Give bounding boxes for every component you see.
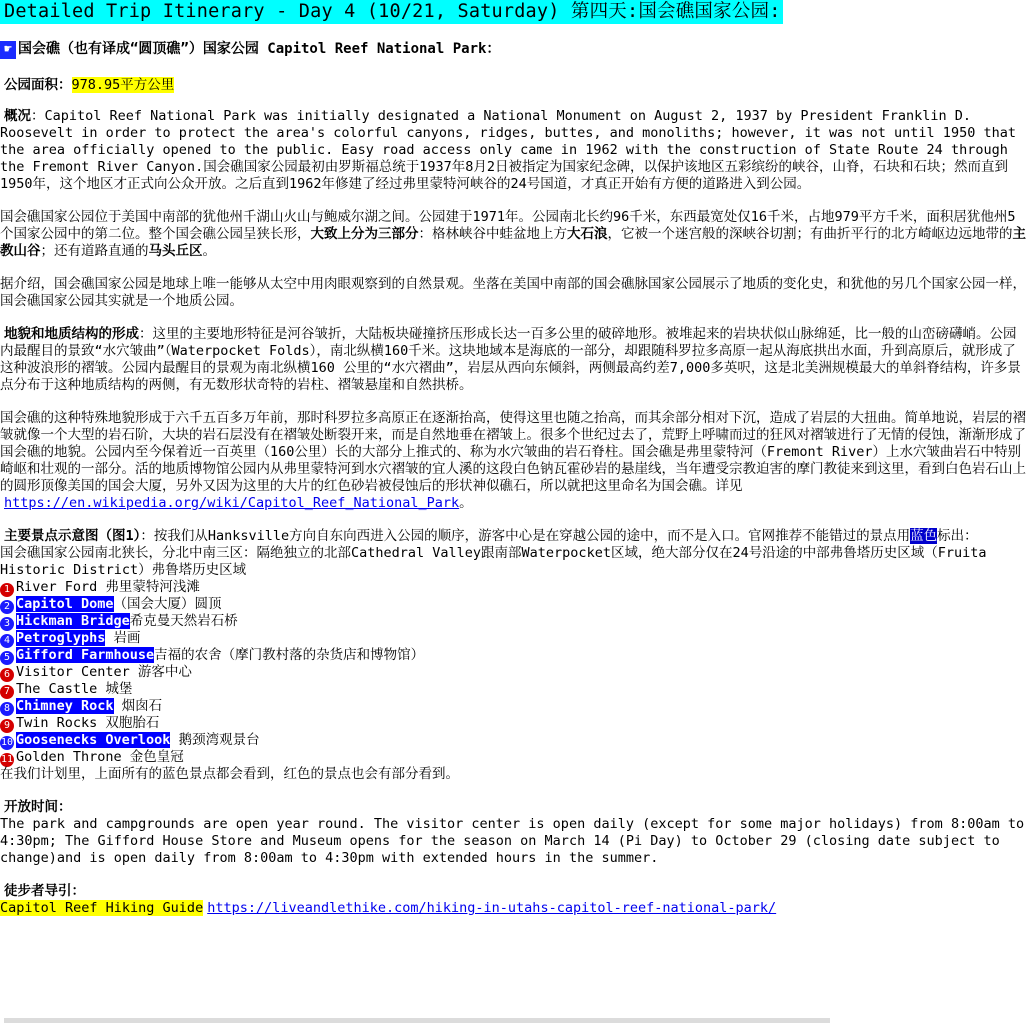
spot-chinese-name: 烟囱石 (113, 698, 163, 714)
overview-text: ：Capitol Reef National Park was initially designated a National Monument on August 2, 1937 by President Franklin D. Roosevelt in order to protect the area's colorful canyons, ridges, buttes, and monoliths; however, it was not until 1950 that the area officially opened to the public. Easy road access only came in 1962 with the construction of State Route 24 through the Fremont River Canyon.国会礁国家公园最初由罗斯福总统于1937年8月2日被指定为国家纪念碑，以保护该地区五彩缤纷的峡谷，山脊，石块和石块；然而直到1950年，这个地区才正式向公众开放。之后直到1962年修建了经过弗里蒙特河峡谷的24号国道，才真正开始有方便的道路进入到公园。 (0, 108, 1016, 192)
spot-item (0, 681, 1028, 698)
spot-number-icon: 3 (0, 617, 14, 631)
hiking-section (0, 883, 1028, 917)
spot-number-icon: 9 (0, 719, 14, 733)
spot-item (0, 698, 1028, 715)
spot-english-name: River Ford (16, 579, 98, 595)
park-heading (0, 40, 1028, 59)
geology-paragraph (0, 326, 1028, 394)
hiking-guide-label: Capitol Reef Hiking Guide (0, 900, 204, 916)
park-area (4, 77, 1028, 94)
hours-label: 开放时间： (4, 799, 72, 815)
location-text: ，它被一个迷宫般的深峡谷切割；有曲折平行的北方崎岖边远地带的 (607, 226, 1013, 242)
hiking-guide-link[interactable]: https://liveandlethike.com/hiking-in-utahs-capitol-reef-national-park/ (207, 900, 777, 916)
history-paragraph (0, 410, 1028, 512)
spot-number-icon: 4 (0, 634, 14, 648)
pointing-hand-icon: ☛ (0, 41, 16, 59)
location-bold-three-parts: 大致上分为三部分 (310, 226, 419, 242)
spot-number-icon: 10 (0, 737, 14, 748)
spot-list (0, 579, 1028, 766)
spot-english-name: Visitor Center (16, 664, 130, 680)
spots-regions: 国会礁国家公园南北狭长，分北中南三区：隔绝独立的北部Cathedral Valley跟南部Waterpocket区域，绝大部分仅在24号沿途的中部弗鲁塔历史区域（Fruita Historic District）弗鲁塔历史区域 (0, 545, 987, 578)
spots-note: 在我们计划里，上面所有的蓝色景点都会看到，红色的景点也会有部分看到。 (0, 766, 459, 782)
history-text: 国会礁的这种特殊地貌形成于六千五百多万年前，那时科罗拉多高原正在逐渐抬高，使得这里也随之抬高，而其余部分相对下沉，造成了岩层的大扭曲。简单地说，岩层的褶皱就像一个大型的岩石阶，大块的岩石层没有在褶皱处断裂开来，而是自然地垂在褶皱上。很多个世纪过去了，荒野上呼啸而过的狂风对褶皱进行了无情的侵蚀，渐渐形成了国会礁的地貌。公园内至今保着近一百英里（160公里）长的大部分上推式的、称为水穴皱曲的岩石脊柱。国会礁是弗里蒙特河（Fremont River）上水穴皱曲岩石中特别崎岖和壮观的一部分。活的地质博物馆公园内从弗里蒙特河到水穴褶皱的宜人溪的这段白色钠瓦霍砂岩的悬崖线，当年遭受宗教迫害的摩门教徒来到这里，看到白色岩石山上的圆形顶像美国的国会大厦，另外又因为这里的大片的红色砂岩被侵蚀后的形状神似礁石，所以就把这里命名为国会礁。详见 (0, 410, 1026, 494)
location-text: 国会礁国家公园位于美国中南部的犹他州千湖山火山与鲍威尔湖之间。公园建于1971年。公园南北长约96千米，东西最宽处仅16千米，占地979平方千米，面积居犹他州5个国家公园中的第二位。整个国会礁公园呈狭长形， (0, 209, 1016, 242)
spot-chinese-name: 岩画 (105, 630, 141, 646)
spot-number-icon: 6 (0, 668, 14, 682)
park-heading-text: 国会礁（也有译成“圆顶礁”）国家公园 Capitol Reef National Park： (18, 41, 501, 57)
spot-english-name: Golden Throne (16, 749, 122, 765)
spots-section (0, 528, 1028, 783)
spot-item (0, 647, 1028, 664)
hiking-line (0, 900, 1028, 917)
spot-chinese-name: 游客中心 (129, 664, 192, 680)
spot-item (0, 732, 1028, 749)
page-title: Detailed Trip Itinerary - Day 4 (10/21, Saturday) 第四天:国会礁国家公园: (0, 0, 783, 24)
spot-chinese-name: 吉福的农舍（摩门教村落的杂货店和博物馆） (154, 647, 425, 663)
spot-number-icon: 5 (0, 651, 14, 665)
hours-text: The park and campgrounds are open year round. The visitor center is open daily (except for some major holidays) from 8:00am to 4:30pm; The Gifford House Store and Museum opens for the season on March 14 (Pi Day) to October 29 (closing date subject to change)and is open daily from 8:00am to 4:30pm with extended hours in the summer. (0, 816, 1025, 866)
spot-number-icon: 8 (0, 702, 14, 716)
blue-word: 蓝色 (910, 528, 938, 544)
spot-english-name: Petroglyphs (16, 630, 106, 646)
overview-label: 概况 (4, 108, 31, 124)
geology-text: ：这里的主要地形特征是河谷皱折，大陆板块碰撞挤压形成长达一百多公里的破碎地形。被堆起来的岩块状似山脉绵延，比一般的山峦磅礴峭。公园内最醒目的景致“水穴皱曲”（Waterpocket Folds），南北纵横160千米。这块地域本是海底的一部分，却跟随科罗拉多高原一起从海底拱出水面，升到高原后，就形成了这种波浪形的褶皱。公园内最醒目的景观为南北纵横160 公里的“水穴褶曲”，岩层从西向东倾斜，两侧最高约差7,000多英呎，这是北美洲规模最大的单斜脊结构，许多景点分布于这种地质结构的两侧，有无数形状奇特的岩柱、褶皱悬崖和自然拱桥。 (0, 326, 1021, 393)
location-text: ：格林峡谷中蛙盆地上方 (418, 226, 567, 242)
spot-chinese-name: 金色皇冠 (121, 749, 184, 765)
spot-english-name: The Castle (16, 681, 98, 697)
intro-paragraph: 据介绍，国会礁国家公园是地球上唯一能够从太空中用肉眼观察到的自然景观。坐落在美国中南部的国会礁脉国家公园展示了地质的变化史，和犹他的另几个国家公园一样，国会礁国家公园其实就是一个地质公园。 (0, 276, 1026, 309)
wikipedia-link[interactable]: https://en.wikipedia.org/wiki/Capitol_Reef_National_Park (4, 495, 460, 511)
spot-item (0, 579, 1028, 596)
spots-text: ：按我们从Hanksville方向自东向西进入公园的顺序，游客中心是在穿越公园的途中，而不是入口。官网推荐不能错过的景点用 (140, 528, 911, 544)
overview-paragraph (0, 108, 1028, 193)
spots-intro (0, 528, 1028, 545)
location-text: 。 (202, 243, 216, 259)
spot-number-icon: 2 (0, 600, 14, 614)
location-bold-horse-head: 马头丘区 (148, 243, 203, 259)
spot-english-name: Twin Rocks (16, 715, 98, 731)
spot-number-icon: 1 (0, 583, 14, 597)
spot-chinese-name: 希克曼天然岩石桥 (129, 613, 238, 629)
spot-english-name: Goosenecks Overlook (16, 732, 171, 748)
spot-item (0, 715, 1028, 732)
park-area-value: 978.95平方公里 (71, 77, 175, 93)
spot-english-name: Chimney Rock (16, 698, 114, 714)
spot-chinese-name: 鹅颈湾观景台 (170, 732, 260, 748)
spot-english-name: Gifford Farmhouse (16, 647, 155, 663)
spot-number-icon: 7 (0, 685, 14, 699)
hiking-label: 徒步者导引： (4, 883, 85, 899)
horizontal-scrollbar[interactable] (4, 1018, 830, 1023)
spot-english-name: Capitol Dome (16, 596, 114, 612)
spot-chinese-name: （国会大厦）圆顶 (113, 596, 222, 612)
spot-chinese-name: 弗里蒙特河浅滩 (97, 579, 200, 595)
spots-label: 主要景点示意图（图1） (4, 528, 141, 544)
geology-label: 地貌和地质结构的形成 (4, 326, 139, 342)
location-bold-rock-wave: 大石浪 (567, 226, 608, 242)
spots-text: 标出： (937, 528, 978, 544)
location-text: ；还有道路直通的 (40, 243, 149, 259)
spot-chinese-name: 双胞胎石 (97, 715, 160, 731)
spot-chinese-name: 城堡 (97, 681, 133, 697)
park-area-label: 公园面积： (4, 77, 72, 93)
location-paragraph (0, 209, 1028, 260)
spot-item (0, 596, 1028, 613)
spot-item (0, 613, 1028, 630)
location-bold-bishop-valley: 主教山谷 (0, 226, 1026, 259)
spot-item (0, 749, 1028, 766)
spot-item (0, 664, 1028, 681)
history-end: 。 (459, 495, 473, 511)
spot-number-icon: 11 (0, 754, 14, 765)
hours-section (0, 799, 1028, 867)
spot-english-name: Hickman Bridge (16, 613, 130, 629)
spot-item (0, 630, 1028, 647)
